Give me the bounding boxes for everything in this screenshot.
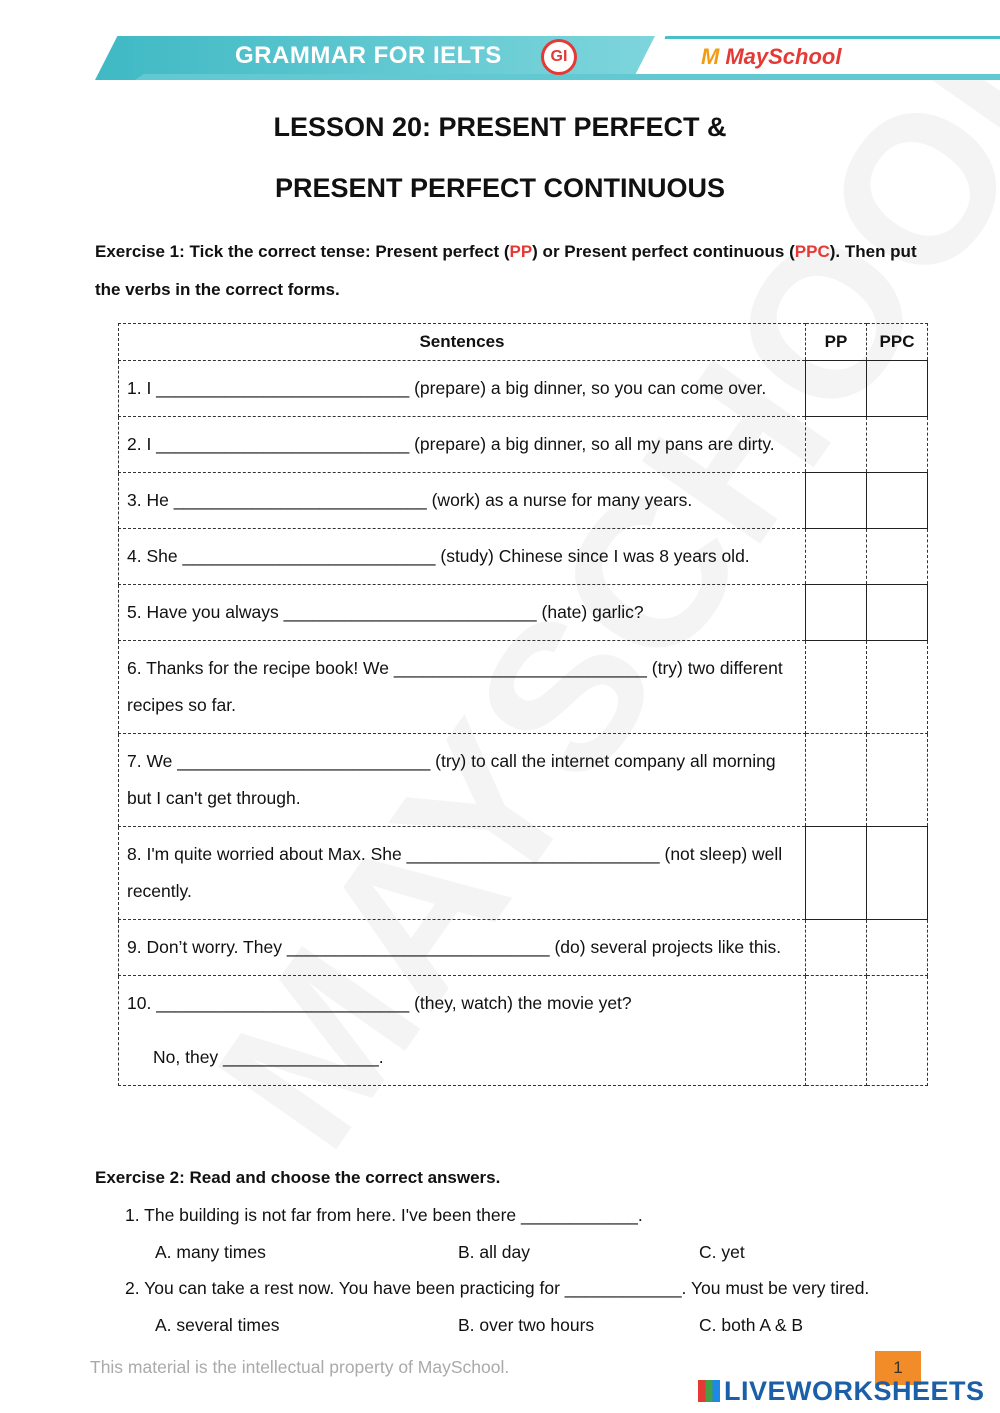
lesson-title-line2: PRESENT PERFECT CONTINUOUS bbox=[274, 173, 726, 203]
pp-tick-box[interactable] bbox=[806, 641, 867, 734]
banner-stripe bbox=[135, 74, 1000, 80]
ppc-tick-box[interactable] bbox=[867, 473, 928, 529]
page-number: 1 bbox=[875, 1351, 921, 1385]
sentence-cell: 5. Have you always __________________________ (hate) garlic? bbox=[119, 585, 806, 641]
q1-option-c[interactable]: C. yet bbox=[699, 1242, 745, 1262]
liveworksheets-icon bbox=[698, 1380, 720, 1402]
mayschool-mark-icon: M bbox=[701, 44, 720, 69]
liveworksheets-logo[interactable] bbox=[698, 1376, 985, 1407]
q1-option-b[interactable]: B. all day bbox=[458, 1242, 530, 1262]
pp-tick-box[interactable] bbox=[806, 529, 867, 585]
header-banner bbox=[95, 36, 1000, 80]
exercise1-heading bbox=[95, 242, 917, 262]
exercise1-heading-part2: ) or Present perfect continuous ( bbox=[532, 242, 795, 261]
table-row bbox=[119, 529, 928, 585]
exercise2-heading: Exercise 2: Read and choose the correct answers. bbox=[95, 1168, 501, 1187]
q1-option-a[interactable]: A. many times bbox=[155, 1242, 266, 1262]
mayschool-brand: MaySchool bbox=[725, 44, 842, 69]
ppc-tick-box[interactable] bbox=[867, 976, 928, 1086]
ppc-tick-box[interactable] bbox=[867, 641, 928, 734]
exercise1-table bbox=[118, 323, 928, 1086]
column-header-sentences: Sentences bbox=[119, 324, 806, 361]
pp-tick-box[interactable] bbox=[806, 473, 867, 529]
sentence-text: 10. __________________________ (they, watch) the movie yet? bbox=[127, 993, 632, 1013]
sentence-cell: 8. I'm quite worried about Max. She __________________________ (not sleep) well recently. bbox=[119, 827, 806, 920]
sentence-cell: 7. We __________________________ (try) to call the internet company all morning but I can't get through. bbox=[119, 734, 806, 827]
exercise1-heading-part1: Exercise 1: Tick the correct tense: Present perfect ( bbox=[95, 242, 510, 261]
gi-logo-icon: GI bbox=[541, 39, 577, 75]
sentence-cell bbox=[119, 976, 806, 1086]
exercise2-question-1: 1. The building is not far from here. I've been there ____________. bbox=[125, 1205, 643, 1225]
ppc-tick-box[interactable] bbox=[867, 734, 928, 827]
q2-option-c[interactable]: C. both A & B bbox=[699, 1315, 804, 1335]
ppc-tick-box[interactable] bbox=[867, 529, 928, 585]
pp-tick-box[interactable] bbox=[806, 417, 867, 473]
q2-option-b[interactable]: B. over two hours bbox=[458, 1315, 595, 1335]
pp-tick-box[interactable] bbox=[806, 734, 867, 827]
ppc-tick-box[interactable] bbox=[867, 585, 928, 641]
exercise1-heading-part3: ). Then put bbox=[829, 242, 917, 261]
table-row bbox=[119, 473, 928, 529]
pp-tick-box[interactable] bbox=[806, 976, 867, 1086]
sentence-cell: 3. He __________________________ (work) as a nurse for many years. bbox=[119, 473, 806, 529]
table-row bbox=[119, 641, 928, 734]
table-row bbox=[119, 417, 928, 473]
table-header-row bbox=[119, 324, 928, 361]
sentence-cell: 6. Thanks for the recipe book! We __________________________ (try) two different recipes so far. bbox=[119, 641, 806, 734]
pp-tick-box[interactable] bbox=[806, 585, 867, 641]
ppc-tick-box[interactable] bbox=[867, 827, 928, 920]
mayschool-logo bbox=[701, 44, 841, 70]
column-header-pp: PP bbox=[806, 324, 867, 361]
pp-tick-box[interactable] bbox=[806, 920, 867, 976]
sentence-cell: 2. I __________________________ (prepare) a big dinner, so all my pans are dirty. bbox=[119, 417, 806, 473]
sentence-answer-line: No, they ________________. bbox=[153, 1047, 384, 1067]
liveworksheets-label: LIVEWORKSHEETS bbox=[724, 1376, 985, 1406]
ppc-tick-box[interactable] bbox=[867, 361, 928, 417]
table-row bbox=[119, 585, 928, 641]
table-row bbox=[119, 920, 928, 976]
pp-tick-box[interactable] bbox=[806, 827, 867, 920]
ppc-label: PPC bbox=[794, 242, 830, 261]
exercise2-question-2: 2. You can take a rest now. You have been practicing for ____________. You must be very tired. bbox=[125, 1278, 870, 1298]
table-row bbox=[119, 361, 928, 417]
q2-option-a[interactable]: A. several times bbox=[155, 1315, 280, 1335]
sentence-cell: 9. Don’t worry. They ___________________________ (do) several projects like this. bbox=[119, 920, 806, 976]
exercise1-heading-line2: the verbs in the correct forms. bbox=[95, 280, 340, 299]
sentence-cell: 4. She __________________________ (study) Chinese since I was 8 years old. bbox=[119, 529, 806, 585]
sentence-cell: 1. I __________________________ (prepare) a big dinner, so you can come over. bbox=[119, 361, 806, 417]
banner-title: GRAMMAR FOR IELTS bbox=[235, 42, 502, 69]
copyright-footer: This material is the intellectual property of MaySchool. bbox=[90, 1357, 510, 1377]
table-row bbox=[119, 976, 928, 1086]
pp-label: PP bbox=[509, 242, 533, 261]
table-row bbox=[119, 827, 928, 920]
pp-tick-box[interactable] bbox=[806, 361, 867, 417]
lesson-title-line1: LESSON 20: PRESENT PERFECT & bbox=[273, 112, 727, 142]
ppc-tick-box[interactable] bbox=[867, 920, 928, 976]
column-header-ppc: PPC bbox=[867, 324, 928, 361]
table-row bbox=[119, 734, 928, 827]
ppc-tick-box[interactable] bbox=[867, 417, 928, 473]
